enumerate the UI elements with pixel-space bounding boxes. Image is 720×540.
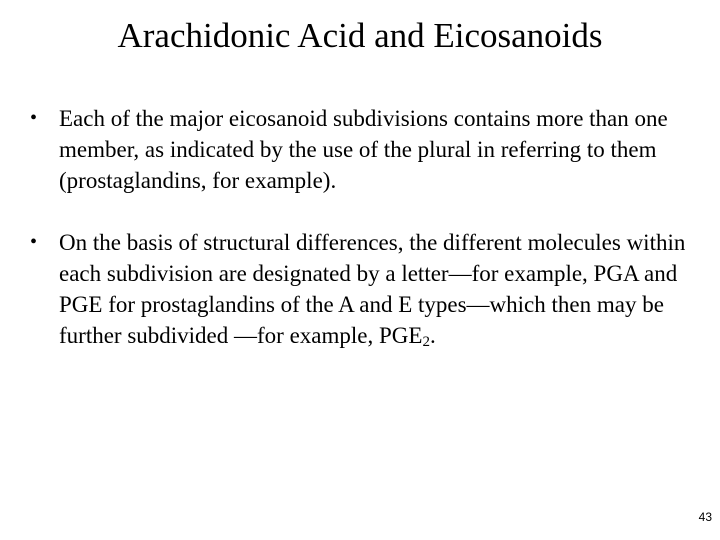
slide-title: Arachidonic Acid and Eicosanoids: [117, 16, 603, 55]
bullet-text-end: .: [429, 323, 436, 348]
bullet-item: [30, 103, 690, 196]
bullet-text-subscript: 2: [422, 334, 430, 350]
bullet-text: [59, 230, 685, 348]
bullet-icon: •: [30, 107, 38, 129]
bullet-list: [30, 103, 690, 351]
page-number: 43: [698, 510, 712, 524]
bullet-text-main: On the basis of structural differences, the different molecules within each subdivision are designated by a letter—for example, PGA and PGE for prostaglandins of the A and E types—which then may be further subdivided —for example, PGE: [59, 230, 686, 348]
bullet-item: [30, 227, 690, 351]
bullet-icon: •: [30, 231, 38, 253]
bullet-text: Each of the major eicosanoid subdivisions contains more than one member, as indicated by the use of the plural in referring to them (prostaglandins, for example).: [59, 106, 668, 193]
